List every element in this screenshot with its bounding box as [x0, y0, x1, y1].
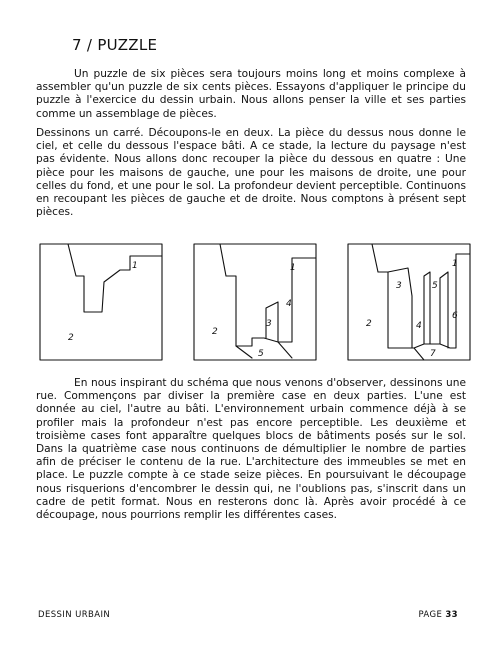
- right-block-cut: [440, 272, 448, 348]
- page-label: PAGE: [418, 610, 443, 620]
- ground-cut: [278, 342, 292, 358]
- figure-frame: [194, 244, 316, 360]
- piece-label-2: 2: [212, 327, 218, 337]
- piece-label-1: 1: [452, 259, 458, 269]
- piece-label-6: 6: [452, 311, 458, 321]
- puzzle-figure-two-pieces: [38, 242, 166, 364]
- piece-label-5: 5: [258, 349, 264, 359]
- puzzle-figures: [30, 242, 470, 362]
- left-block-cut: [388, 268, 412, 348]
- sky-building-cut: [220, 244, 316, 346]
- sky-building-cut: [68, 244, 162, 312]
- page-number: 33: [445, 610, 458, 620]
- footer-page-number: [418, 610, 458, 620]
- puzzle-figure-five-pieces: [192, 242, 320, 364]
- ground-cut: [236, 346, 252, 358]
- section-title: 7 / PUZZLE: [72, 36, 158, 54]
- puzzle-figure-seven-pieces: [346, 242, 474, 364]
- piece-label-2: 2: [68, 333, 74, 343]
- piece-label-2: 2: [366, 319, 372, 329]
- piece-label-3: 3: [396, 281, 402, 291]
- paragraph-square: Dessinons un carré. Découpons-le en deux. La pièce du dessus nous donne le ciel, et celle du dessous l'espace bâti. A ce stade, la lecture du paysage n'est pas évidente. Nous allons donc recouper la pièce du dessous en quatre : Une pièce pour les maisons de gauche, une pour les maisons de droite, une pour celles du fond, et une pour le sol. La profondeur devient perceptible. Continuons en recoupant les pièces de gauche et de droite. Nous comptons à présent sept pièces.: [36, 127, 466, 219]
- back-block-cut: [424, 272, 430, 344]
- piece-label-4: 4: [286, 299, 292, 309]
- piece-label-5: 5: [432, 281, 438, 291]
- paragraph-street: En nous inspirant du schéma que nous venons d'observer, dessinons une rue. Commençons par diviser la première case en deux parties. L'une est donnée au ciel, l'autre au bâti. L'environnement urbain commence déjà à se profiler mais la profondeur n'est pas encore perceptible. Les deuxième et troisième cases font apparaître quelques blocs de bâtiments posés sur le sol. Dans la quatrième case nous continuons de démultiplier le nombre de parties afin de préciser le contenu de la rue. L'architecture des immeubles se met en place. Le puzzle compte à ce stade seize pièces. En poursuivant le découpage nous risquerions d'encombrer le dessin qui, ne l'oublions pas, s'inscrit dans un cadre de petit format. Nous en resterons donc là. Après avoir procédé à ce découpage, nous pourrions remplir les différentes cases.: [36, 377, 466, 522]
- piece-label-1: 1: [290, 263, 296, 273]
- piece-label-4: 4: [416, 321, 422, 331]
- figure-frame: [40, 244, 162, 360]
- footer-book-title: DESSIN URBAIN: [38, 610, 111, 620]
- piece-label-1: 1: [132, 261, 138, 271]
- piece-label-3: 3: [266, 319, 272, 329]
- piece-label-7: 7: [430, 349, 436, 359]
- ground-cut: [414, 348, 424, 360]
- paragraph-intro: Un puzzle de six pièces sera toujours moins long et moins complexe à assembler qu'un puzzle de six cents pièces. Essayons d'appliquer le principe du puzzle à l'exercice du dessin urbain. Nous allons penser la ville et ses parties comme un assemblage de pièces.: [36, 68, 466, 120]
